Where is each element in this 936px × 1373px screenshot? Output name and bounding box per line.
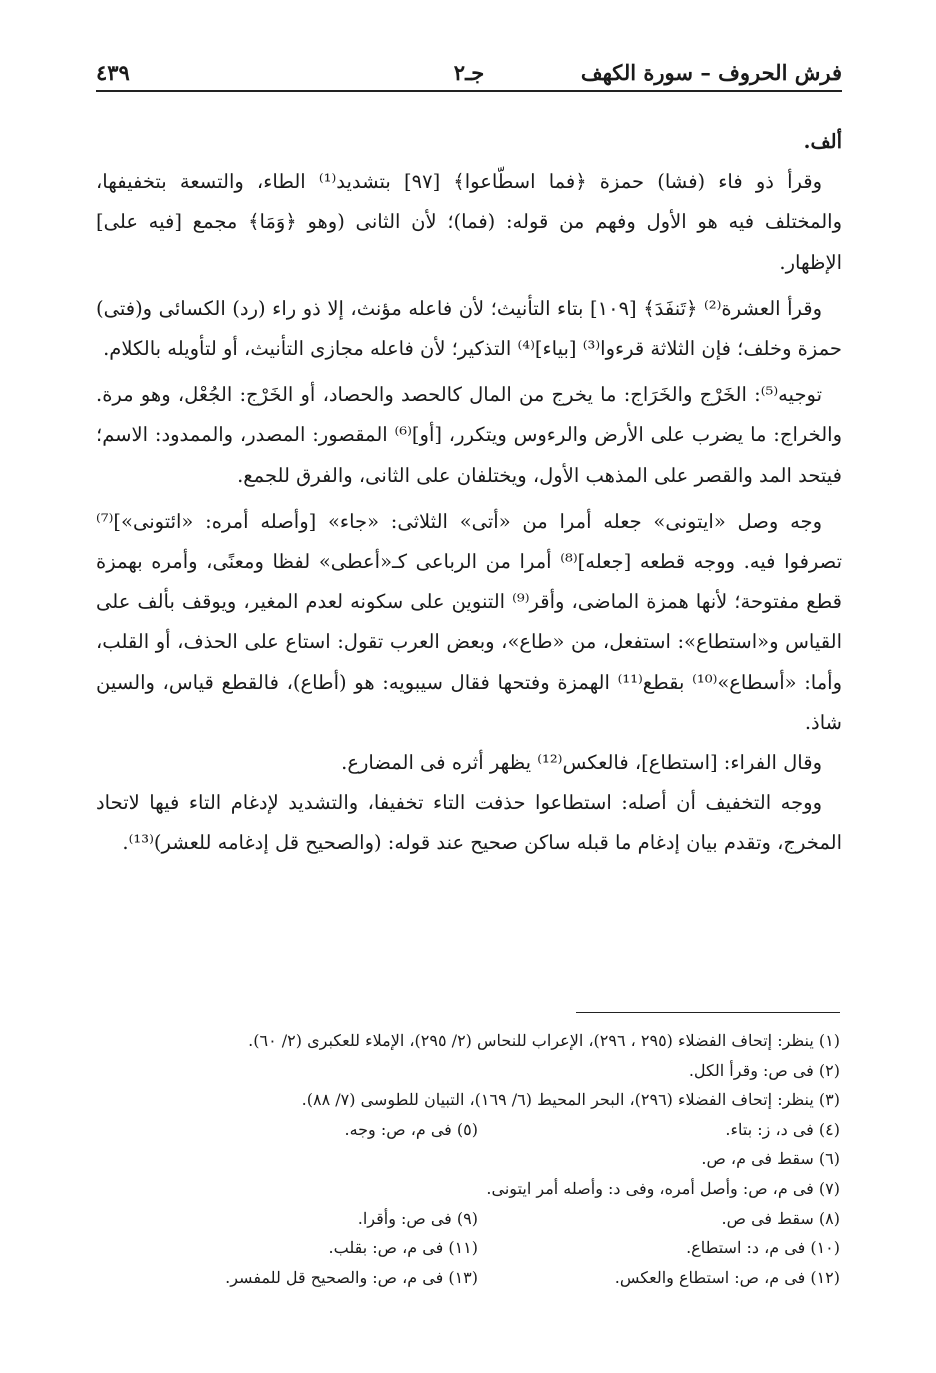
footnote: (٢) فى ص: وقرأ الكل. [688, 1060, 840, 1080]
footnote: (٩) فى ص: وأقرا. [357, 1208, 478, 1228]
footnote: (١٢) فى م، ص: استطاع والعكس. [614, 1267, 840, 1287]
header-title: فرش الحروف – سورة الكهف [580, 60, 842, 85]
footnote-divider [576, 1012, 840, 1013]
footnote: (١١) فى م، ص: بقلب. [328, 1238, 478, 1258]
page-number: ٤٣٩ [96, 60, 130, 85]
paragraph: وقرأ العشرة⁽²⁾ ﴿تَنفَدَ﴾ [١٠٩] بتاء التأنيث؛ لأن فاعله مؤنث، إلا ذو راء (رد) الكسائى و(فتى) حمزة وخلف؛ فإن الثلاثة قرءوا⁽³⁾ [بياء]⁽⁴⁾ التذكير؛ لأن فاعله مجازى التأنيث، أو لتأويله بالكلام. [96, 296, 842, 361]
footnote: (١) ينظر: إتحاف الفضلاء (٢٩٥ ، ٢٩٦)، الإعراب للنحاس (٢/ ٢٩٥)، الإملاء للعكبرى (٢/ ٦٠). [248, 1031, 840, 1050]
footnotes [94, 1026, 840, 1292]
paragraph: ألف. [803, 130, 842, 153]
main-text [96, 122, 842, 864]
footnote: (٥) فى م، ص: وجه. [344, 1119, 478, 1139]
paragraph: وقرأ ذو فاء (فشا) حمزة ﴿فما اسطّاعوا﴾ [٩٧] بتشديد⁽¹⁾ الطاء، والتسعة بتخفيفها، والمختلف فيه هو الأول وفهم من قوله: (فما)؛ لأن الثانى (وهو ﴿وَمَا﴾ مجمع [فيه على] الإظهار. [96, 170, 842, 274]
paragraph: وقال الفراء: [استطاع]، فالعكس⁽¹²⁾ يظهر أثره فى المضارع. [341, 751, 822, 775]
footnote: (٤) فى د، ز: بتاء. [725, 1119, 840, 1139]
footnote: (٦) سقط فى م، ص. [701, 1149, 840, 1169]
footnote: (١٣) فى م، ص: والصحيح قل للمفسر. [225, 1267, 478, 1287]
footnote: (٨) سقط فى ص. [721, 1208, 840, 1228]
footnote: (٣) ينظر: إتحاف الفضلاء (٢٩٦)، البحر المحيط (٦/ ١٦٩)، التبيان للطوسى (٧/ ٨٨). [301, 1090, 840, 1110]
footnote: (٧) فى م، ص: وأصل أمره، وفى د: وأصله أمر ايتونى. [486, 1178, 840, 1198]
footnote: (١٠) فى م، د: استطاع. [686, 1238, 840, 1258]
paragraph: ووجه التخفيف أن أصله: استطاعوا حذفت التاء تخفيفا، والتشديد لإدغام التاء فيها لاتحاد المخرج، وتقدم بيان إدغام ما قبله ساكن صحيح عند قوله: (والصحيح قل إدغامه للعشر)⁽¹³⁾. [96, 791, 842, 855]
volume-label: جـ٢ [453, 60, 485, 85]
paragraph: توجيه⁽⁵⁾: الخَرْج والخَرَاج: ما يخرج من المال كالحصد والحصاد، أو الخَرْج: الجُعْل، وهو مرة. والخراج: ما يضرب على الأرض والرءوس ويتكرر، [أو]⁽⁶⁾ المقصور: المصدر، والممدود: الاسم؛ فيتحد المد والقصر على المذهب الأول، ويختلفان على الثانى، والفرق للجمع. [96, 383, 842, 487]
page [96, 56, 842, 864]
running-header [96, 56, 842, 92]
paragraph: وجه وصل «ايتونى» جعله أمرا من «أتى» الثلاثى: «جاء» [وأصله أمره: «ائتونى»]⁽⁷⁾ تصرفوا فيه. ووجه قطعه [جعله]⁽⁸⁾ أمرا من الرباعى كـ«أعطى» لفظا ومعنًى، وأمره بهمزة قطع مفتوحة؛ لأنها همزة الماضى، وأقر⁽⁹⁾ التنوين على سكونه لعدم المغير، ويوقف بألف على القياس و«استطاع»: استفعل، من «طاع»، وبعض العرب تقول: استاع على الحذف، أو القلب، وأما: «أسطاع»⁽¹⁰⁾ بقطع⁽¹¹⁾ الهمزة وفتحها فقال سيبويه: هو (أطاع)، فالقطع قياس، والسين شاذ. [96, 509, 843, 734]
